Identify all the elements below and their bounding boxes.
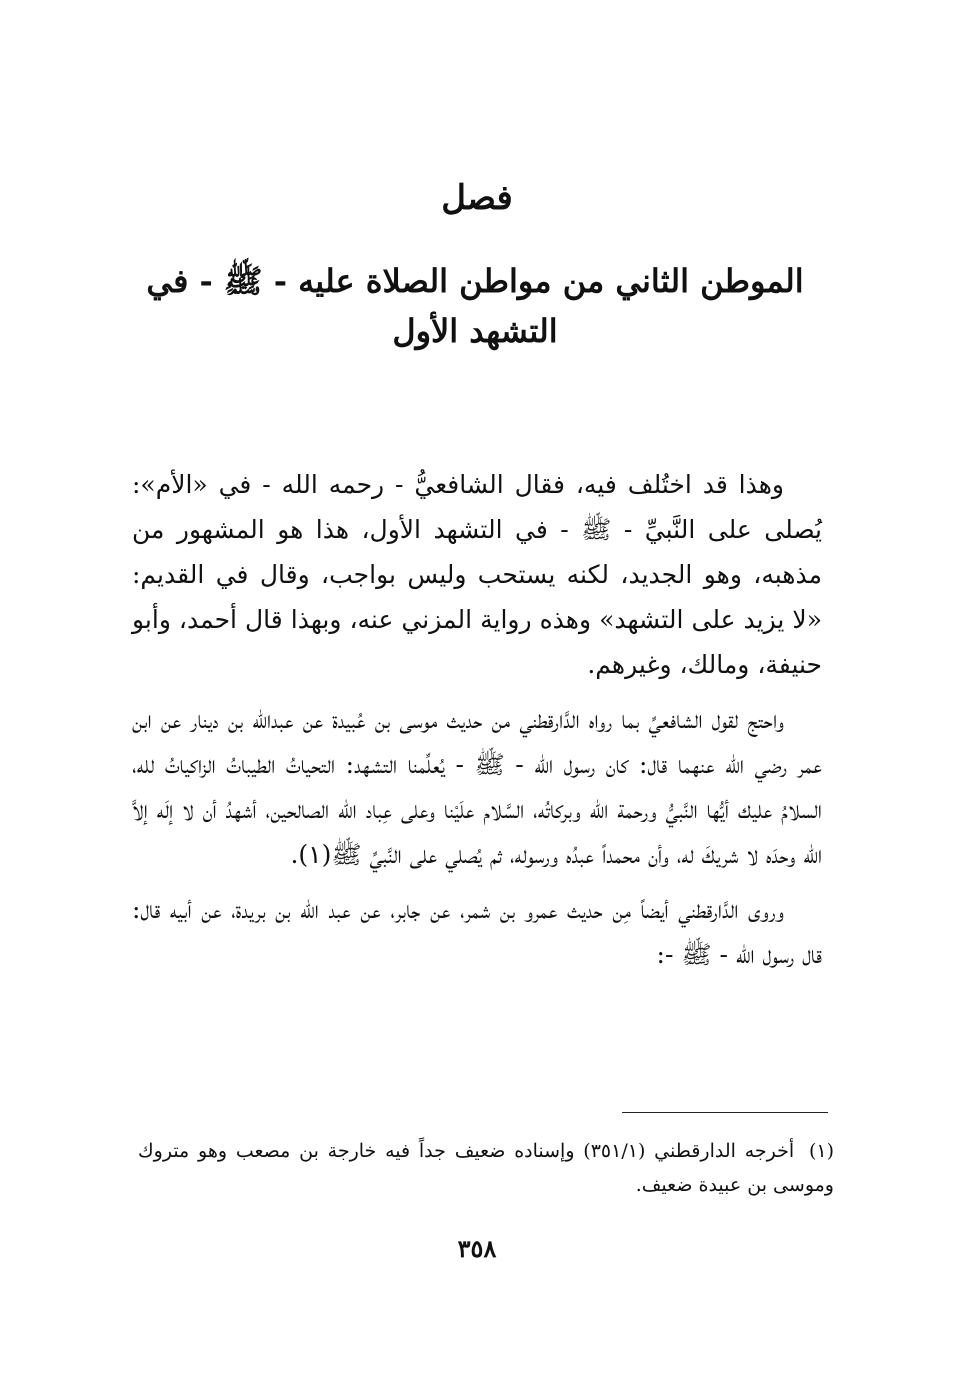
footnote	[138, 1134, 834, 1202]
main-text	[132, 462, 822, 987]
paragraph-2: واحتج لقول الشافعيِّ بما رواه الدَّارقطني من حديث موسى بن عُبيدة عن عبدالله بن دينار عن ابن عمر رضي الله عنهما قال: كان رسول الله - ﷺ - يُعلِّمنا التشهد: التحياتُ الطيباتُ الزاكياتُ لله، السلامُ عليك أيُّها النَّبيُّ ورحمة الله وبركاتُه، السَّلام علَيْنا وعلى عِباد الله الصالحين، أشهدُ أن لا إلَه إلاَّ الله وحدَه لا شريكَ له، وأن محمداً عبدُه ورسوله، ثم يُصلي على النَّبيِّ ﷺ(١).	[132, 705, 822, 869]
footnote-text: أخرجه الدارقطني (٣٥١/١) وإسناده ضعيف جداً فيه خارجة بن مصعب وهو متروك وموسى بن عبيدة ضعيف.	[138, 1140, 834, 1196]
chapter-title: الموطن الثاني من مواطن الصلاة عليه - ﷺ - في التشهد الأول	[146, 262, 804, 350]
footnote-marker: (١)	[808, 1140, 835, 1162]
page-number: ٣٥٨	[457, 1234, 497, 1263]
paragraph-3: وروى الدَّارقطني أيضاً مِن حديث عمرو بن شمر، عن جابر، عن عبد الله بن بريدة، عن أبيه قال: قال رسول الله - ﷺ -:	[132, 895, 822, 969]
footnote-divider	[622, 1112, 828, 1113]
section-heading: فصل	[441, 178, 513, 218]
paragraph-1: وهذا قد اختُلف فيه، فقال الشافعيُّ - رحمه الله - في «الأم»: يُصلى على النَّبيِّ - ﷺ - في التشهد الأول، هذا هو المشهور من مذهبه، وهو الجديد، لكنه يستحب وليس بواجب، وقال في القديم: «لا يزيد على التشهد» وهذه رواية المزني عنه، وبهذا قال أحمد، وأبو حنيفة، ومالك، وغيرهم.	[132, 470, 822, 679]
